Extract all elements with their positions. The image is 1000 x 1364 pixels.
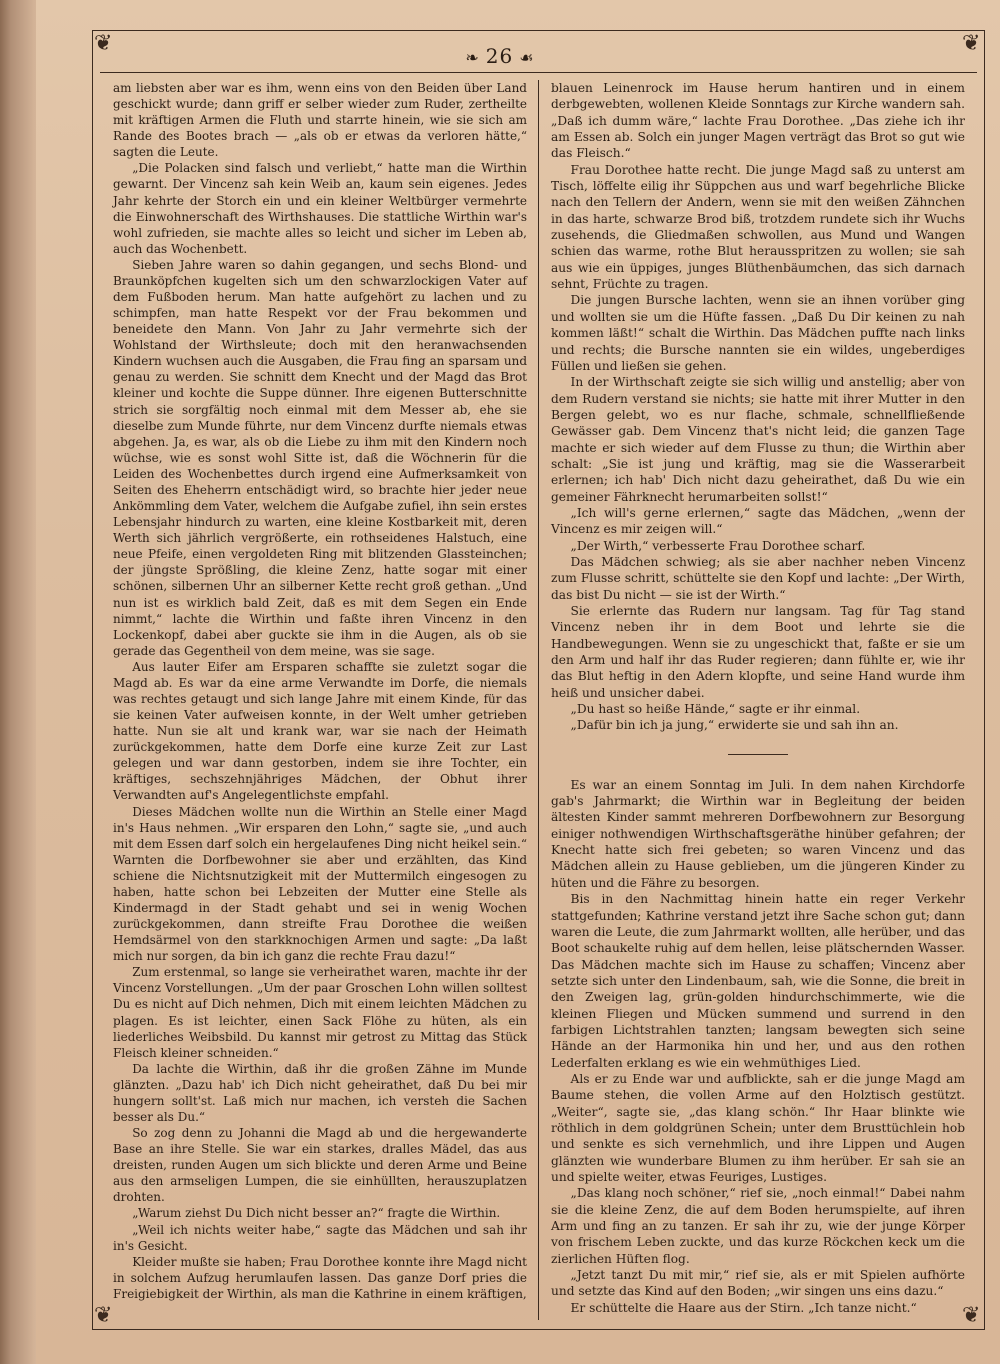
paragraph: „Jetzt tanzt Du mit mir,“ rief sie, als er mit Spielen aufhörte und setzte das Kind auf den Boden; „wir singen uns eins dazu.“ <box>551 1268 965 1299</box>
corner-ornament-top-left: ❦ <box>94 31 113 56</box>
corner-ornament-bottom-left: ❦ <box>94 1303 113 1328</box>
paragraph: „Weil ich nichts weiter habe,“ sagte das Mädchen und sah ihr in's Gesicht. <box>113 1222 527 1253</box>
paragraph: Kleider mußte sie haben; Frau Dorothee konnte ihre Magd nicht in solchem Aufzug herumlaufen lassen. Das ganze Dorf pries die Freigiebigkeit der Wirthin, als man die Kathrine in einem kräftigen, <box>113 1254 527 1301</box>
paragraph: „Warum ziehst Du Dich nicht besser an?“ fragte die Wirthin. <box>132 1206 501 1221</box>
paragraph: Dieses Mädchen wollte nun die Wirthin an Stelle einer Magd in's Haus nehmen. „Wir ersparen den Lohn,“ sagte sie, „und auch mit dem Essen darf solch ein hergelaufenes Ding nicht heikel sein.“ Warnten die Dorfbewohner sie aber und erzählten, das Kind schiene die Nichtsnutzigkeit mit der Muttermilch eingesogen zu haben, hatte schon bei Lebzeiten der Mutter eine Stelle als Kindermagd in der Stadt gehabt und sei in wenig Wochen zurückgekommen, dann streifte Frau Dorothee die weißen Hemdsärmel von den starkknochigen Armen und sagte: „Da laßt mich nur sorgen, da bin ich ganz die rechte Frau dazu!“ <box>113 804 527 964</box>
right-column <box>551 80 965 1316</box>
paragraph: Aus lauter Eifer am Ersparen schaffte sie zuletzt sogar die Magd ab. Es war da eine arme Verwandte im Dorfe, die niemals was rechtes getaugt und sich lange Jahre mit einem Kinde, für das sie keinen Vater aufweisen konnte, in der Welt umher getrieben hatte. Nun sie alt und krank war, war sie nach der Heimath zurückgekommen, hatte dem Dorfe eine kurze Zeit zur Last gelegen und war dann gestorben, indem sie ihre Tochter, ein kräftiges, sechszehnjähriges Mädchen, der Obhut ihrer Verwandten auf's Angelegentlichste empfahl. <box>113 659 527 803</box>
paragraph: „Dafür bin ich ja jung,“ erwiderte sie und sah ihn an. <box>570 718 899 733</box>
column-divider <box>538 80 539 1320</box>
page-header <box>0 44 1000 68</box>
paragraph: am liebsten aber war es ihm, wenn eins von den Beiden über Land geschickt wurde; dann griff er selber wieder zum Ruder, zertheilte mit kräftigen Armen die Fluth und starrte hinein, wie sie sich am Rande des Bootes brach — „als ob er etwas da verloren hätte,“ sagten die Leute. <box>113 81 527 160</box>
header-ornament-right: ☙ <box>519 48 535 67</box>
paragraph: Die jungen Bursche lachten, wenn sie an ihnen vorüber ging und wollten sie um die Hüfte fassen. „Daß Du Dir keinen zu nah kommen läßt!“ schalt die Wirthin. Das Mädchen puffte nach links und rechts; die Bursche nannten sie ein wildes, ungeberdiges Füllen und ließen sie gehen. <box>551 293 965 373</box>
paragraph: „Das klang noch schöner,“ rief sie, „noch einmal!“ Dabei nahm sie die kleine Zenz, die auf dem Boden herumspielte, auf ihren Arm und fing an zu tanzen. Er sah ihr zu, wie der junge Körper von frischem Leben zuckte, und das kurze Röckchen keck um die zierlichen Hüften flog. <box>551 1186 965 1266</box>
paragraph: blauen Leinenrock im Hause herum hantiren und in einem derbgewebten, wollenen Kleide Sonntags zur Kirche wandern sah. „Daß ich dumm wäre,“ lachte Frau Dorothee. „Das ziehe ich ihr am Essen ab. Solch ein junger Magen verträgt das Brot so gut wie das Fleisch.“ <box>551 81 965 161</box>
paragraph: In der Wirthschaft zeigte sie sich willig und anstellig; aber von dem Rudern verstand sie nichts; sie hatte mit ihrer Mutter in den Bergen gelebt, wo es nur flache, schmale, schnellfließende Gewässer gab. Dem Vincenz that's nicht leid; die ganzen Tage machte er sich wieder auf dem Flusse zu thun; die Wirthin aber schalt: „Sie ist jung und kräftig, mag sie die Wasserarbeit erlernen; ich hab' Dich nicht dazu geheirathet, daß Du wie ein gemeiner Fährknecht herumarbeiten sollst!“ <box>551 375 965 504</box>
paragraph: Bis in den Nachmittag hinein hatte ein reger Verkehr stattgefunden; Kathrine verstand jetzt ihre Sache schon gut; dann waren die Leute, die zum Jahrmarkt wollten, alle herüber, und das Boot schaukelte ruhig auf dem hellen, leise plätschernden Wasser. Das Mädchen machte sich im Hause zu schaffen; Vincenz aber setzte sich unter den Lindenbaum, sah, wie die Sonne, die breit in den Zweigen lag, grün-golden hindurchschimmerte, wie die kleinen Fliegen und Mücken summend und surrend in den farbigen Lichtstrahlen tanzten; langsam bewegten sich seine Hände an der Harmonika hin und her, und aus den rothen Lederfalten erklang es wie ein wehmüthiges Lied. <box>551 892 965 1070</box>
paragraph: „Du hast so heiße Hände,“ sagte er ihr einmal. <box>570 702 861 717</box>
paragraph: Es war an einem Sonntag im Juli. In dem nahen Kirchdorfe gab's Jahrmarkt; die Wirthin war in Begleitung der beiden ältesten Kinder sammt mehreren Dorfbewohnern zur Besorgung einiger nothwendigen Wirthschaftsgeräthe hinüber gefahren; der Knecht hatte sich frei gebeten; so waren Vincenz und das Mädchen allein zu Hause geblieben, um die jüngeren Kinder zu hüten und die Fähre zu besorgen. <box>551 777 965 890</box>
header-rule <box>100 72 977 73</box>
header-ornament-left: ❧ <box>465 48 480 67</box>
paragraph: Das Mädchen schwieg; als sie aber nachher neben Vincenz zum Flusse schritt, schüttelte sie den Kopf und lachte: „Der Wirth, das bist Du nicht — sie ist der Wirth.“ <box>551 554 965 602</box>
corner-ornament-top-right: ❦ <box>962 31 981 56</box>
paragraph: Frau Dorothee hatte recht. Die junge Magd saß zu unterst am Tisch, löffelte eilig ihr Süppchen aus und warf begehrliche Blicke nach den Tellern der Andern, wenn sie mit den weißen Zähnchen in das harte, schwarze Brod biß, trotzdem rundete sich ihr Wuchs zusehends, die Gliedmaßen schwollen, aus Mund und Wangen schien das warme, rothe Blut herausspritzen zu wollen; sie sah aus wie ein üppiges, junges Blüthenbäumchen, das sich darnach sehnt, Früchte zu tragen. <box>551 162 965 292</box>
binding-shadow <box>0 0 36 1364</box>
paragraph: Sie erlernte das Rudern nur langsam. Tag für Tag stand Vincenz neben ihr in dem Boot und lehrte sie die Handbewegungen. Wenn sie zu ungeschickt that, faßte er sie um den Arm und half ihr das Ruder regieren; dann fühlte er, wie ihr das Blut heftig in den Adern klopfte, und seine Hand wurde ihm heiß und unsicher dabei. <box>551 604 965 700</box>
section-separator <box>728 754 788 755</box>
page-number: 26 <box>485 44 514 68</box>
paragraph: „Der Wirth,“ verbesserte Frau Dorothee scharf. <box>570 538 866 553</box>
paragraph: Da lachte die Wirthin, daß ihr die großen Zähne im Munde glänzten. „Dazu hab' ich Dich nicht geheirathet, daß Du bei mir hungern sollt'st. Laß mich nur machen, ich versteh die Sachen besser als Du.“ <box>113 1061 527 1124</box>
left-column <box>113 80 527 1302</box>
paragraph: „Die Polacken sind falsch und verliebt,“ hatte man die Wirthin gewarnt. Der Vincenz sah kein Weib an, kaum sein eigenes. Jedes Jahr kehrte der Storch ein und ein kleiner Weltbürger vermehrte die Einwohnerschaft des Wirthshauses. Die stattliche Wirthin war's wohl zufrieden, sie machte alles so leicht und sicher im Leben ab, auch das Wochenbett. <box>113 161 527 256</box>
paragraph: Er schüttelte die Haare aus der Stirn. „Ich tanze nicht.“ <box>570 1300 917 1315</box>
paragraph: „Ich will's gerne erlernen,“ sagte das Mädchen, „wenn der Vincenz es mir zeigen will.“ <box>551 505 965 537</box>
paragraph: So zog denn zu Johanni die Magd ab und die hergewanderte Base an ihre Stelle. Sie war ein starkes, dralles Mädel, das aus dreisten, runden Augen um sich blickte und deren Arme und Beine aus den armseligen Lumpen, die sie einhüllten, herauszuplatzen drohten. <box>113 1126 527 1205</box>
paragraph: Sieben Jahre waren so dahin gegangen, und sechs Blond- und Braunköpfchen kugelten sich um den schwarzlockigen Vater auf dem Fußboden herum. Man hatte aufgehört zu lachen und zu schimpfen, man hatte Respekt vor der Frau bekommen und beneidete den Mann. Von Jahr zu Jahr vermehrte sich der Wohlstand der Wirthsleute; doch mit den heranwachsenden Kindern wuchsen auch die Ausgaben, die Frau fing an sparsam und genau zu werden. Sie schnitt dem Knecht und der Magd das Brot kleiner und kochte die Suppe dünner. Ihre eigenen Butterschnitte strich sie sorgfältig noch einmal mit dem Messer ab, ehe sie dieselbe zum Munde führte, nur dem Vincenz durfte niemals etwas abgehen. Ja, es war, als ob die Liebe zu ihm mit den Kindern noch wüchse, wie es sonst wohl Sitte ist, daß die Wöchnerin für die Leiden des Wochenbettes durch irgend eine Aufmerksamkeit von Seiten des Eheherrn entschädigt wird, so brachte hier jeder neue Ankömmling dem Vater, welchem die Aufgabe zufiel, ihn sein erstes Lebensjahr hindurch zu warten, eine kleine Kostbarkeit mit, deren Werth sich jährlich vergrößerte, ein rothseidenes Halstuch, eine neue Pfeife, einen vergoldeten Ring mit blitzenden Glassteinchen; der jüngste Sprößling, die kleine Zenz, hatte sogar mit einer schönen, silbernen Uhr an silberner Kette recht groß gethan. „Und nun ist es wirklich bald Zeit, daß es mit dem Segen ein Ende nimmt,“ lachte die Wirthin und faßte ihren Vincenz in den Lockenkopf, dabei aber guckte sie ihm in die Augen, als ob sie gerade das Gegentheil von dem meine, was sie sage. <box>113 257 527 658</box>
paragraph: Zum erstenmal, so lange sie verheirathet waren, machte ihr der Vincenz Vorstellungen. „Um der paar Groschen Lohn willen solltest Du es nicht auf Dich nehmen, Dich mit einem leichten Mädchen zu plagen. Es ist leichter, einen Sack Flöhe zu hüten, als ein liederliches Weibsbild. Du kannst mir getrost zu Mittag das Stück Fleisch kleiner schneiden.“ <box>113 965 527 1060</box>
paragraph: Als er zu Ende war und aufblickte, sah er die junge Magd am Baume stehen, die vollen Arme auf den Holztisch gestützt. „Weiter“, sagte sie, „das klang schön.“ Ihr Haar blinkte wie röthlich in dem goldgrünen Schein; unter dem Brusttüchlein hob und senkte es sich vernehmlich, und ihre Lippen und Augen glänzten wie wunderbare Blumen zu ihm herüber. Er sah sie an und spielte weiter, etwas Feuriges, Lustiges. <box>551 1071 965 1184</box>
corner-ornament-bottom-right: ❦ <box>962 1303 981 1328</box>
